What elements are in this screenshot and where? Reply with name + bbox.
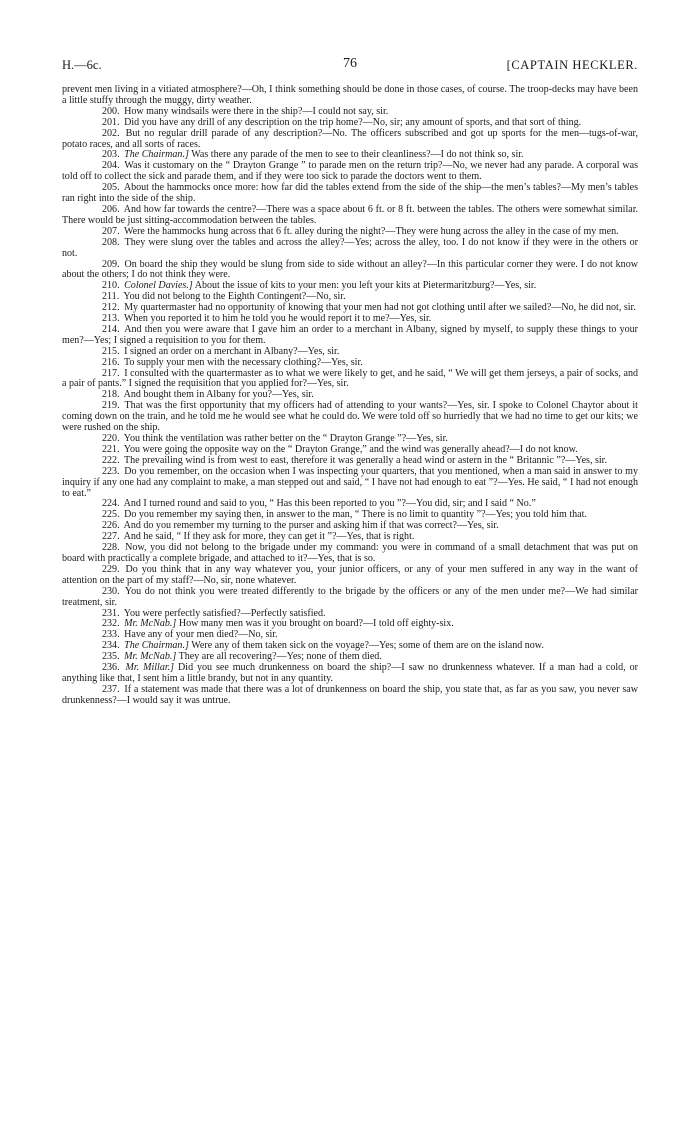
paragraph-text: You were going the opposite way on the “ Drayton Grange,” and the wind was generally ahead?—I do not know. [123,443,578,455]
question-number: 214. [102,323,120,335]
testimony-paragraph [62,663,638,685]
paragraph-text: Now, you did not belong to the brigade under my command: you were in command of a small detachment that was put on board with practically a complete brigade, and attached to it?—Yes, that is so. [62,542,638,564]
question-number: 237. [102,683,120,695]
testimony-paragraph [62,129,638,151]
question-number: 236. [102,662,120,674]
speaker-label: Mr. McNab.] [124,651,177,663]
testimony-paragraph [62,260,638,282]
speaker-label: Mr. McNab.] [124,618,177,630]
question-number: 209. [102,258,120,270]
question-number: 233. [102,629,120,641]
testimony-paragraph [62,369,638,391]
paragraph-text: Was there any parade of the men to see to their cleanliness?—I do not think so, sir. [191,149,524,161]
question-number: 207. [102,225,120,237]
paragraph-text: How many men was it you brought on board?—I told off eighty-six. [178,618,454,630]
paragraph-text: Was it customary on the “ Drayton Grange ” to parade men on the return trip?—No, we never had any parade. A corporal was told off to collect the sick and parade them, and if they were too sick to parade the doctors went to them. [62,160,638,183]
question-number: 203. [102,149,120,161]
question-number: 205. [102,182,120,194]
question-number: 204. [102,160,120,172]
question-number: 200. [102,105,120,117]
paragraph-text: And do you remember my turning to the purser and asking him if that was correct?—Yes, sir. [123,520,499,532]
question-number: 211. [102,291,120,303]
question-number: 235. [102,651,120,663]
question-number: 217. [102,367,120,379]
paragraph-text: Were any of them taken sick on the voyage?—Yes; some of them are on the island now. [191,640,544,652]
paragraph-text: They are all recovering?—Yes; none of them died. [178,651,382,663]
paragraph-text: On board the ship they would be slung from side to side without an alley?—In this particular corner they were. I do not know about the others; I do not think they were. [62,258,638,281]
question-number: 206. [102,203,120,215]
question-number: 224. [102,498,120,510]
paragraph-text: About the issue of kits to your men: you left your kits at Pietermaritzburg?—Yes, sir. [194,280,537,292]
testimony-paragraph [62,183,638,205]
paragraph-text: And then you were aware that I gave him an order to a merchant in Albany, signed by myself, to supply these things to your men?—Yes; I signed a requisition to you for them. [62,323,638,346]
paragraph-text: You did not belong to the Eighth Contingent?—No, sir. [123,291,346,303]
paragraph-text: They were slung over the tables and across the alley?—Yes; across the alley, too. I do not know if they were in the others or not. [62,236,638,259]
question-number: 223. [102,465,120,477]
question-number: 218. [102,389,120,401]
testimony-paragraph [62,325,638,347]
question-number: 210. [102,280,120,292]
question-number: 208. [102,236,120,248]
question-number: 232. [102,618,120,630]
question-number: 226. [102,520,120,532]
testimony-paragraph [62,685,638,707]
question-number: 222. [102,454,120,466]
question-number: 212. [102,302,120,314]
paragraph-text: Do you remember, on the occasion when I was inspecting your quarters, that you mentioned, when a man said in answer to my inquiry if any one had any complaint to make, a man stepped out and said, “ I have not had enough to eat ”?—Yes. He said, “ I had not enough to eat.” [62,465,638,499]
question-number: 230. [102,585,120,597]
paragraph-text: The prevailing wind is from west to east, therefore it was generally a head wind or astern in the “ Britannic ”?—Yes, sir. [123,454,607,466]
paragraph-text: But no regular drill parade of any description?—No. The officers subscribed and got up sports for the men—tugs-of-war, potato races, and all sorts of races. [62,127,638,150]
paragraph-text: That was the first opportunity that my officers had of attending to your wants?—Yes, sir. I spoke to Colonel Chaytor about it coming down on the train, and he told me he would see what he could do. We were told off so hurriedly that we had no time to get our kits; we were rushed on the ship. [62,400,638,434]
paragraph-text: You do not think you were treated differently to the brigade by the officers or any of the men under me?—We had similar treatment, sir. [62,585,638,608]
testimony-paragraph [62,467,638,500]
question-number: 227. [102,531,120,543]
paragraph-text: Did you see much drunkenness on board the ship?—I saw no drunkenness whatever. If a man had a cold, or anything like that, I sent him a little brandy, but not in any quantity. [62,662,638,684]
paragraph-text: To supply your men with the necessary clothing?—Yes, sir. [123,356,363,368]
paragraph-text: If a statement was made that there was a lot of drunkenness on board the ship, you state that, as far as you saw, you never saw drunkenness?—I would say it was untrue. [62,683,639,706]
testimony-paragraph [62,205,638,227]
paragraph-text: Do you think that in any way whatever you, your junior officers, or any of your men suffered in any way in the want of attention on the part of my staff?—No, sir, none whatever. [62,563,639,586]
question-number: 221. [102,443,120,455]
paragraph-text: About the hammocks once more: how far did the tables extend from the side of the ship—the men’s tables?—My men’s tables ran right into the side of the ship. [62,182,638,205]
paragraph-text: How many windsails were there in the ship?—I could not say, sir. [124,105,389,117]
document-reference: H.—6c. [62,58,102,72]
paragraph-text: Have any of your men died?—No, sir. [124,629,278,641]
testimony-paragraph [62,565,638,587]
paragraph-text: Do you remember my saying then, in answer to the man, “ There is no limit to quantity ”?—Yes; you told him that. [124,509,587,521]
paragraph-text: I signed an order on a merchant in Albany?—Yes, sir. [124,345,340,357]
testimony-paragraph [62,401,638,434]
testimony-paragraph [62,161,638,183]
paragraph-text: I consulted with the quartermaster as to what we were likely to get, and he said, “ We will get them jerseys, a pair of socks, and a pair of pants.” I signed the requisition that you applied for?—Yes, sir. [62,367,639,390]
speaker-label: The Chairman.] [124,149,189,161]
paragraph-text: And bought them in Albany for you?—Yes, sir. [123,389,314,401]
speaker-label: Mr. Millar.] [125,662,175,674]
question-number: 225. [102,509,120,521]
question-number: 219. [102,400,120,412]
question-number: 229. [102,563,120,575]
testimony-paragraph [62,85,638,107]
paragraph-text: And he said, “ If they ask for more, they can get it ”?—Yes, that is right. [123,531,415,543]
paragraph-text: Did you have any drill of any description on the trip home?—No, sir; any amount of sports, and that sort of thing. [124,116,582,128]
testimony-paragraph [62,543,638,565]
question-number: 234. [102,640,120,652]
page-number: 76 [343,56,357,71]
testimony-paragraph [62,587,638,609]
paragraph-text: You think the ventilation was rather better on the “ Drayton Grange ”?—Yes, sir. [123,433,448,444]
question-number: 231. [102,607,120,619]
question-number: 201. [102,116,120,128]
question-number: 216. [102,356,120,368]
question-number: 220. [102,433,120,444]
paragraph-text: And I turned round and said to you, “ Has this been reported to you ”?—You did, sir; and I said “ No.” [123,498,536,510]
testimony-paragraph [62,238,638,260]
speaker-label: The Chairman.] [124,640,189,652]
question-number: 202. [102,127,120,139]
paragraph-text: You were perfectly satisfied?—Perfectly satisfied. [123,607,326,619]
paragraph-text: Were the hammocks hung across that 6 ft. alley during the night?—They were hung across the alley in the case of my men. [123,225,619,237]
question-number: 213. [102,313,120,325]
paragraph-text: prevent men living in a vitiated atmosphere?—Oh, I think something should be done in those cases, of course. The troop-decks may have been a little stuffy through the muggy, dirty weather. [62,84,638,106]
testimony-text [62,85,638,707]
paragraph-text: And how far towards the centre?—There was a space about 6 ft. or 8 ft. between the tables. The others were somewhat similar. There would be just sitting-accommodation between the tables. [62,203,639,226]
question-number: 228. [102,542,120,554]
page-header [62,58,638,74]
question-number: 215. [102,345,120,357]
speaker-label: Colonel Davies.] [124,280,193,292]
paragraph-text: When you reported it to him he told you he would report it to me?—Yes, sir. [123,313,432,325]
paragraph-text: My quartermaster had no opportunity of knowing that your men had not got clothing until after we sailed?—No, he did not, sir. [124,302,636,314]
witness-name: [CAPTAIN HECKLER. [506,58,638,72]
